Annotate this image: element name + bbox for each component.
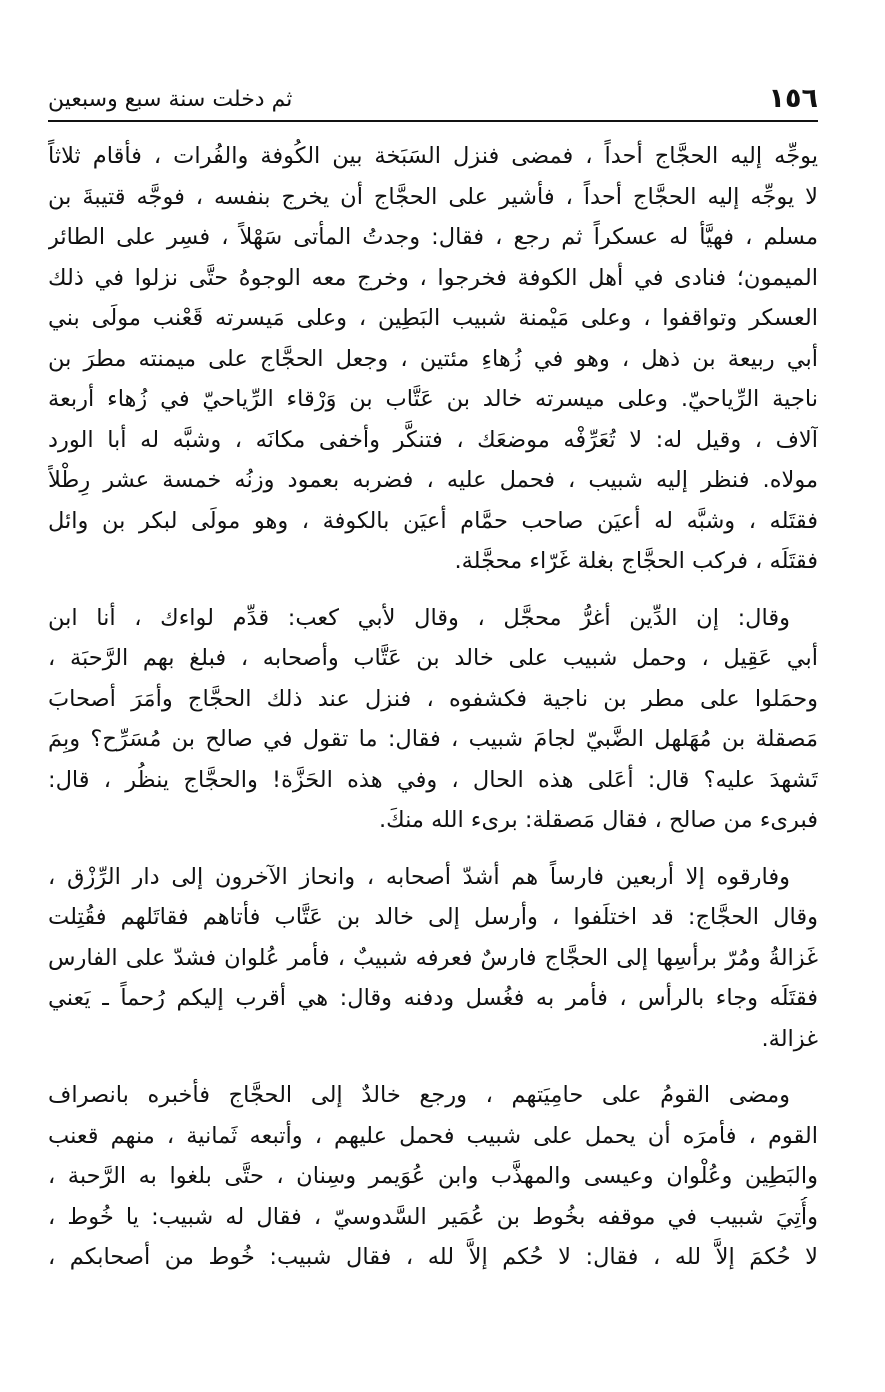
- page-number: ١٥٦: [768, 83, 818, 114]
- text-line: والبَطِين وعُلْوان وعيسى والمهذَّب وابن عُوَيمر وسِنان ، حتَّى بلغوا به الرَّحبة ،: [48, 1163, 818, 1189]
- running-head: [48, 78, 818, 122]
- text-line: وقال: إن الدِّين أغرُّ محجَّل ، وقال لأبي كعب: قدِّم لواءك ، أنا ابن: [48, 604, 790, 631]
- text-line: أبي عَقِيل ، وحمل شبيب على خالد بن عَتَّاب وأصحابه ، فبلغ بهم الرَّحبَة ،: [48, 645, 818, 671]
- text-line: العسكر وتواقفوا ، وعلى مَيْمنة شبيب البَطِين ، وعلى مَيسرته قَعْنب مولَى بني: [48, 305, 818, 331]
- text-line: القوم ، فأمرَه أن يحمل على شبيب فحمل عليهم ، وأتبعه ثَمانية ، منهم قعنب: [48, 1122, 818, 1149]
- text-line: مسلم ، فهيَّأ له عسكراً ثم رجع ، فقال: وجدتُ المأتى سَهْلاً ، فسِر على الطائر: [48, 224, 818, 250]
- text-line: غَزالةُ ومُرّ برأسِها إلى الحجَّاج فارسٌ فعرفه شبيبٌ ، فأمر عُلوان فشدّ على الفارس: [48, 944, 818, 971]
- paragraph-2: [48, 598, 818, 841]
- text-line: ومضى القومُ على حامِيَتهم ، ورجع خالدٌ إلى الحجَّاج فأخبره بانصراف: [48, 1082, 790, 1108]
- text-line: آلاف ، وقيل له: لا تُعَرِّفْه موضعَك ، فتنكَّر وأخفى مكانَه ، وشبَّه له أبا الورد: [48, 426, 818, 453]
- text-line: وحمَلوا على مطر بن ناجية فكشفوه ، فنزل عند ذلك الحجَّاج وأمَرَ أصحابَ: [48, 685, 818, 712]
- paragraph-4: [48, 1075, 818, 1278]
- text-line: مولاه. فنظر إليه شبيب ، فحمل عليه ، فضربه بعمود وزنُه خمسة عشر رِطْلاً: [48, 467, 818, 493]
- text-line: فبرىء من صالح ، فقال مَصقلة: برىء الله منكَ.: [379, 807, 818, 833]
- book-page: [48, 78, 818, 1358]
- text-line: لا حُكمَ إلاَّ لله ، فقال: لا حُكم إلاَّ لله ، فقال شبيب: خُوط من أصحابكم ،: [48, 1244, 818, 1270]
- text-line: وأُتِيَ شبيب في موقفه بخُوط بن عُمَير السَّدوسيّ ، فقال له شبيب: يا خُوط ،: [48, 1203, 818, 1230]
- text-line: فقتَلَه ، فركب الحجَّاج بغلة غَرّاء محجَّلة.: [454, 548, 818, 574]
- text-line: فقتَلَه وجاء بالرأس ، فأمر به فغُسل ودفنه وقال: هي أقرب إليكم رُحماً ـ يَعني: [48, 985, 818, 1011]
- text-line: لا يوجِّه إليه الحجَّاج أحداً ، فأشير على الحجَّاج أن يخرج بنفسه ، فوجَّه قتيبةَ بن: [48, 183, 818, 210]
- text-line: تَشهدَ عليه؟ قال: أعَلى هذه الحال ، وفي هذه الحَزَّة! والحجَّاج ينظُر ، قال:: [48, 766, 818, 793]
- text-line: مَصقلة بن مُهَلهل الضَّبيّ لجامَ شبيب ، فقال: ما تقول في صالح بن مُسَرِّح؟ وبِمَ: [48, 726, 818, 752]
- running-title: ثم دخلت سنة سبع وسبعين: [48, 87, 293, 112]
- text-line: ناجية الرِّياحيّ. وعلى ميسرته خالد بن عَتَّاب بن وَرْقاء الرِّياحيّ في زُهاء أربعة: [48, 386, 818, 412]
- text-line: يوجِّه إليه الحجَّاج أحداً ، فمضى فنزل السَبَخة بين الكُوفة والفُرات ، فأقام ثلاثاً: [48, 143, 818, 169]
- text-line: أبي ربيعة بن ذهل ، وهو في زُهاءِ مئتين ، وجعل الحجَّاج على ميمنته مطرَ بن: [48, 345, 818, 372]
- text-line: وفارقوه إلا أربعين فارساً هم أشدّ أصحابه ، وانحاز الآخرون إلى دار الرِّزْق ،: [48, 863, 790, 890]
- body-text: [48, 136, 818, 1278]
- text-line: وقال الحجَّاج: قد اختلَفوا ، وأرسل إلى خالد بن عَتَّاب فأتاهم فقاتَلهم فقُتِلت: [48, 904, 818, 930]
- paragraph-1: [48, 136, 818, 582]
- text-line: فقتَله ، وشبَّه له أعيَن صاحب حمَّام أعيَن بالكوفة ، وهو مولَى لبكر بن وائل: [48, 507, 818, 534]
- paragraph-3: [48, 857, 818, 1060]
- text-line: غزالة.: [761, 1025, 818, 1052]
- text-line: الميمون؛ فنادى في أهل الكوفة فخرجوا ، وخرج معه الوجوهُ حتَّى نزلوا في ذلك: [48, 264, 818, 291]
